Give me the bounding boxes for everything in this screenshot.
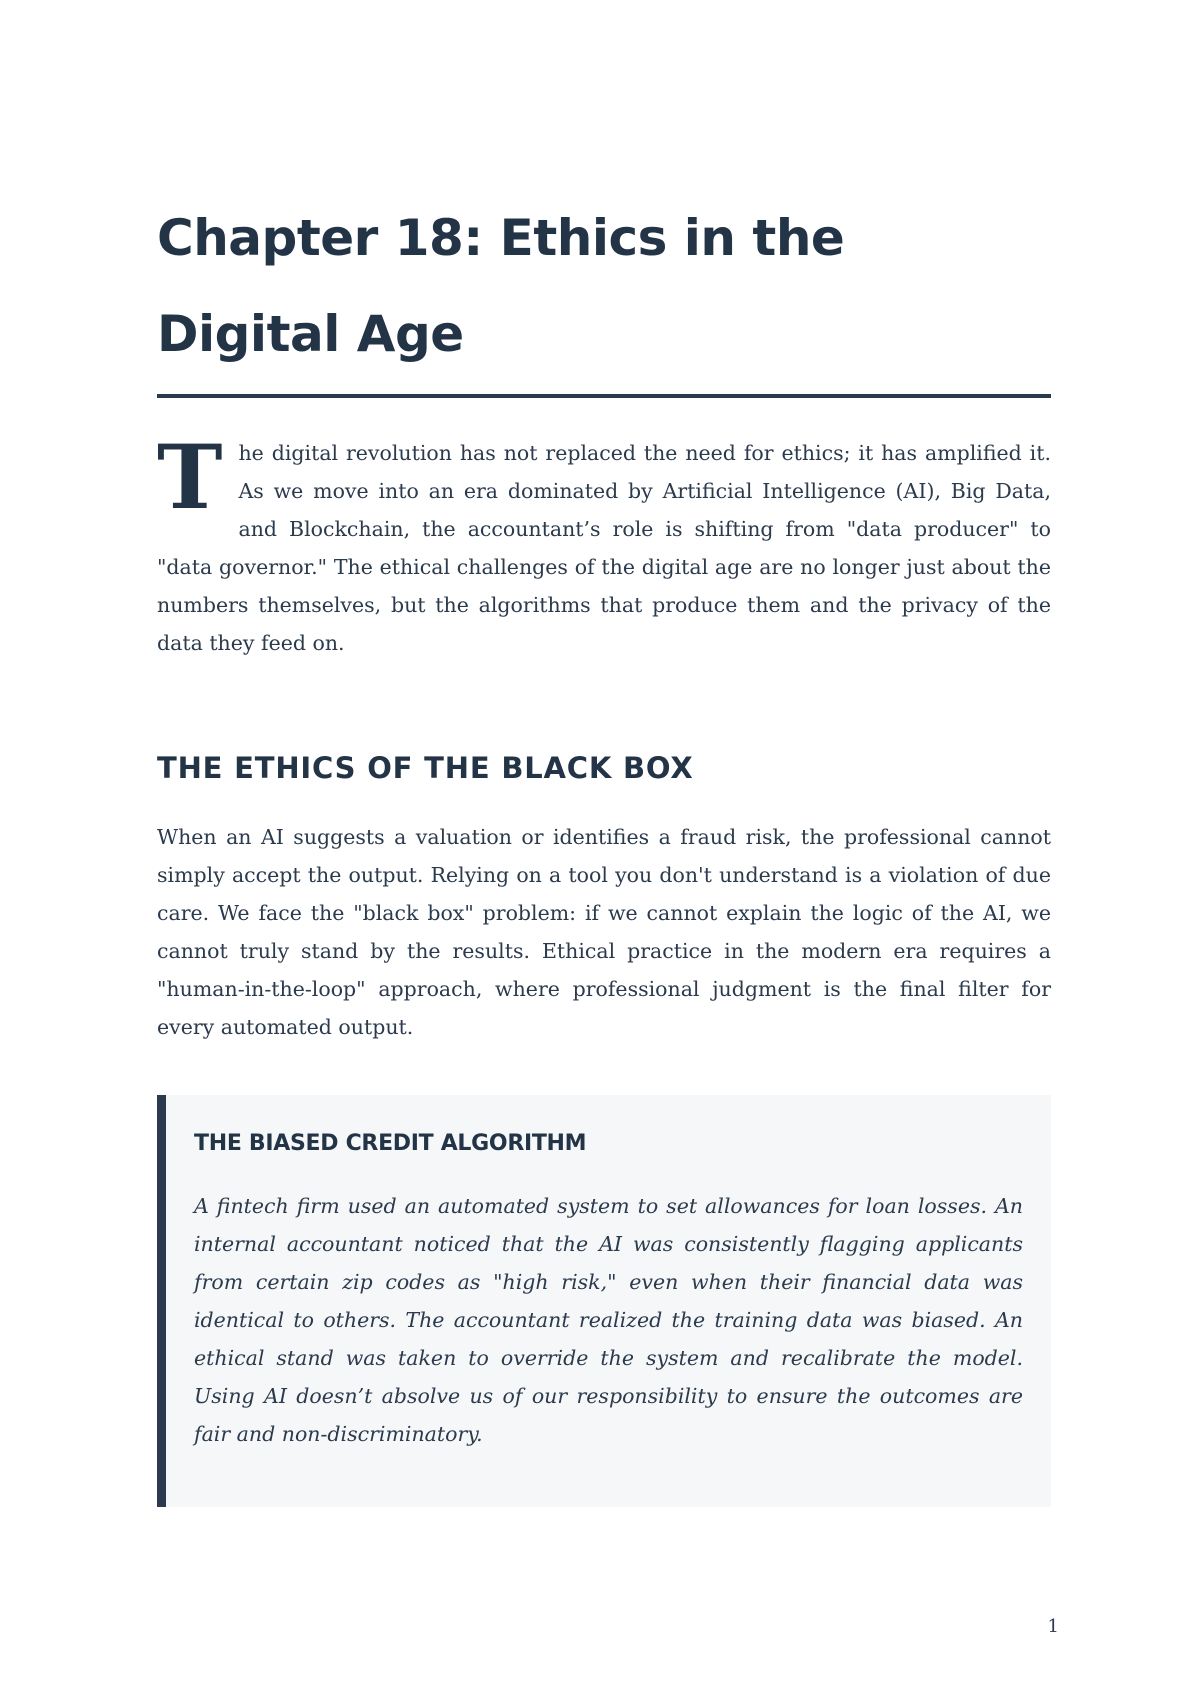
chapter-title-line-1: Chapter 18: Ethics in the (157, 209, 845, 267)
case-study-box (157, 1095, 1051, 1507)
drop-cap: T (157, 425, 223, 529)
section-paragraph: When an AI suggests a valuation or identifies a fraud risk, the professional cannot simply accept the output. Relying on a tool you don't understand is a violation of due care. We face the "black box" problem: if we cannot explain the logic of the AI, we cannot truly stand by the results. Ethical practice in the modern era requires a "human-in-the-loop" approach, where professional judgment is the final filter for every automated output. (157, 825, 1051, 1039)
case-study-title: THE BIASED CREDIT ALGORITHM (194, 1131, 587, 1156)
page-number: 1 (1047, 1616, 1059, 1637)
chapter-title (157, 190, 1051, 382)
chapter-title-line-2: Digital Age (157, 305, 464, 363)
case-study-text: A fintech firm used an automated system to set allowances for loan losses. An internal accountant noticed that the AI was consistently flagging applicants from certain zip codes as "high risk," even when their financial data was identical to others. The accountant realized the training data was biased. An ethical stand was taken to override the system and recalibrate the model. Using AI doesn’t absolve us of our responsibility to ensure the outcomes are fair and non-discriminatory. (194, 1194, 1023, 1446)
title-divider (157, 394, 1051, 398)
intro-paragraph (157, 425, 1051, 662)
section-heading: THE ETHICS OF THE BLACK BOX (157, 751, 694, 785)
page-content (157, 190, 1051, 1507)
intro-text: he digital revolution has not replaced the need for ethics; it has amplified it. As we move into an era dominated by Artificial Intelligence (AI), Big Data, and Blockchain, the accountant’s role is shifting from "data producer" to "data governor." The ethical challenges of the digital age are no longer just about the numbers themselves, but the algorithms that produce them and the privacy of the data they feed on. (157, 441, 1051, 655)
